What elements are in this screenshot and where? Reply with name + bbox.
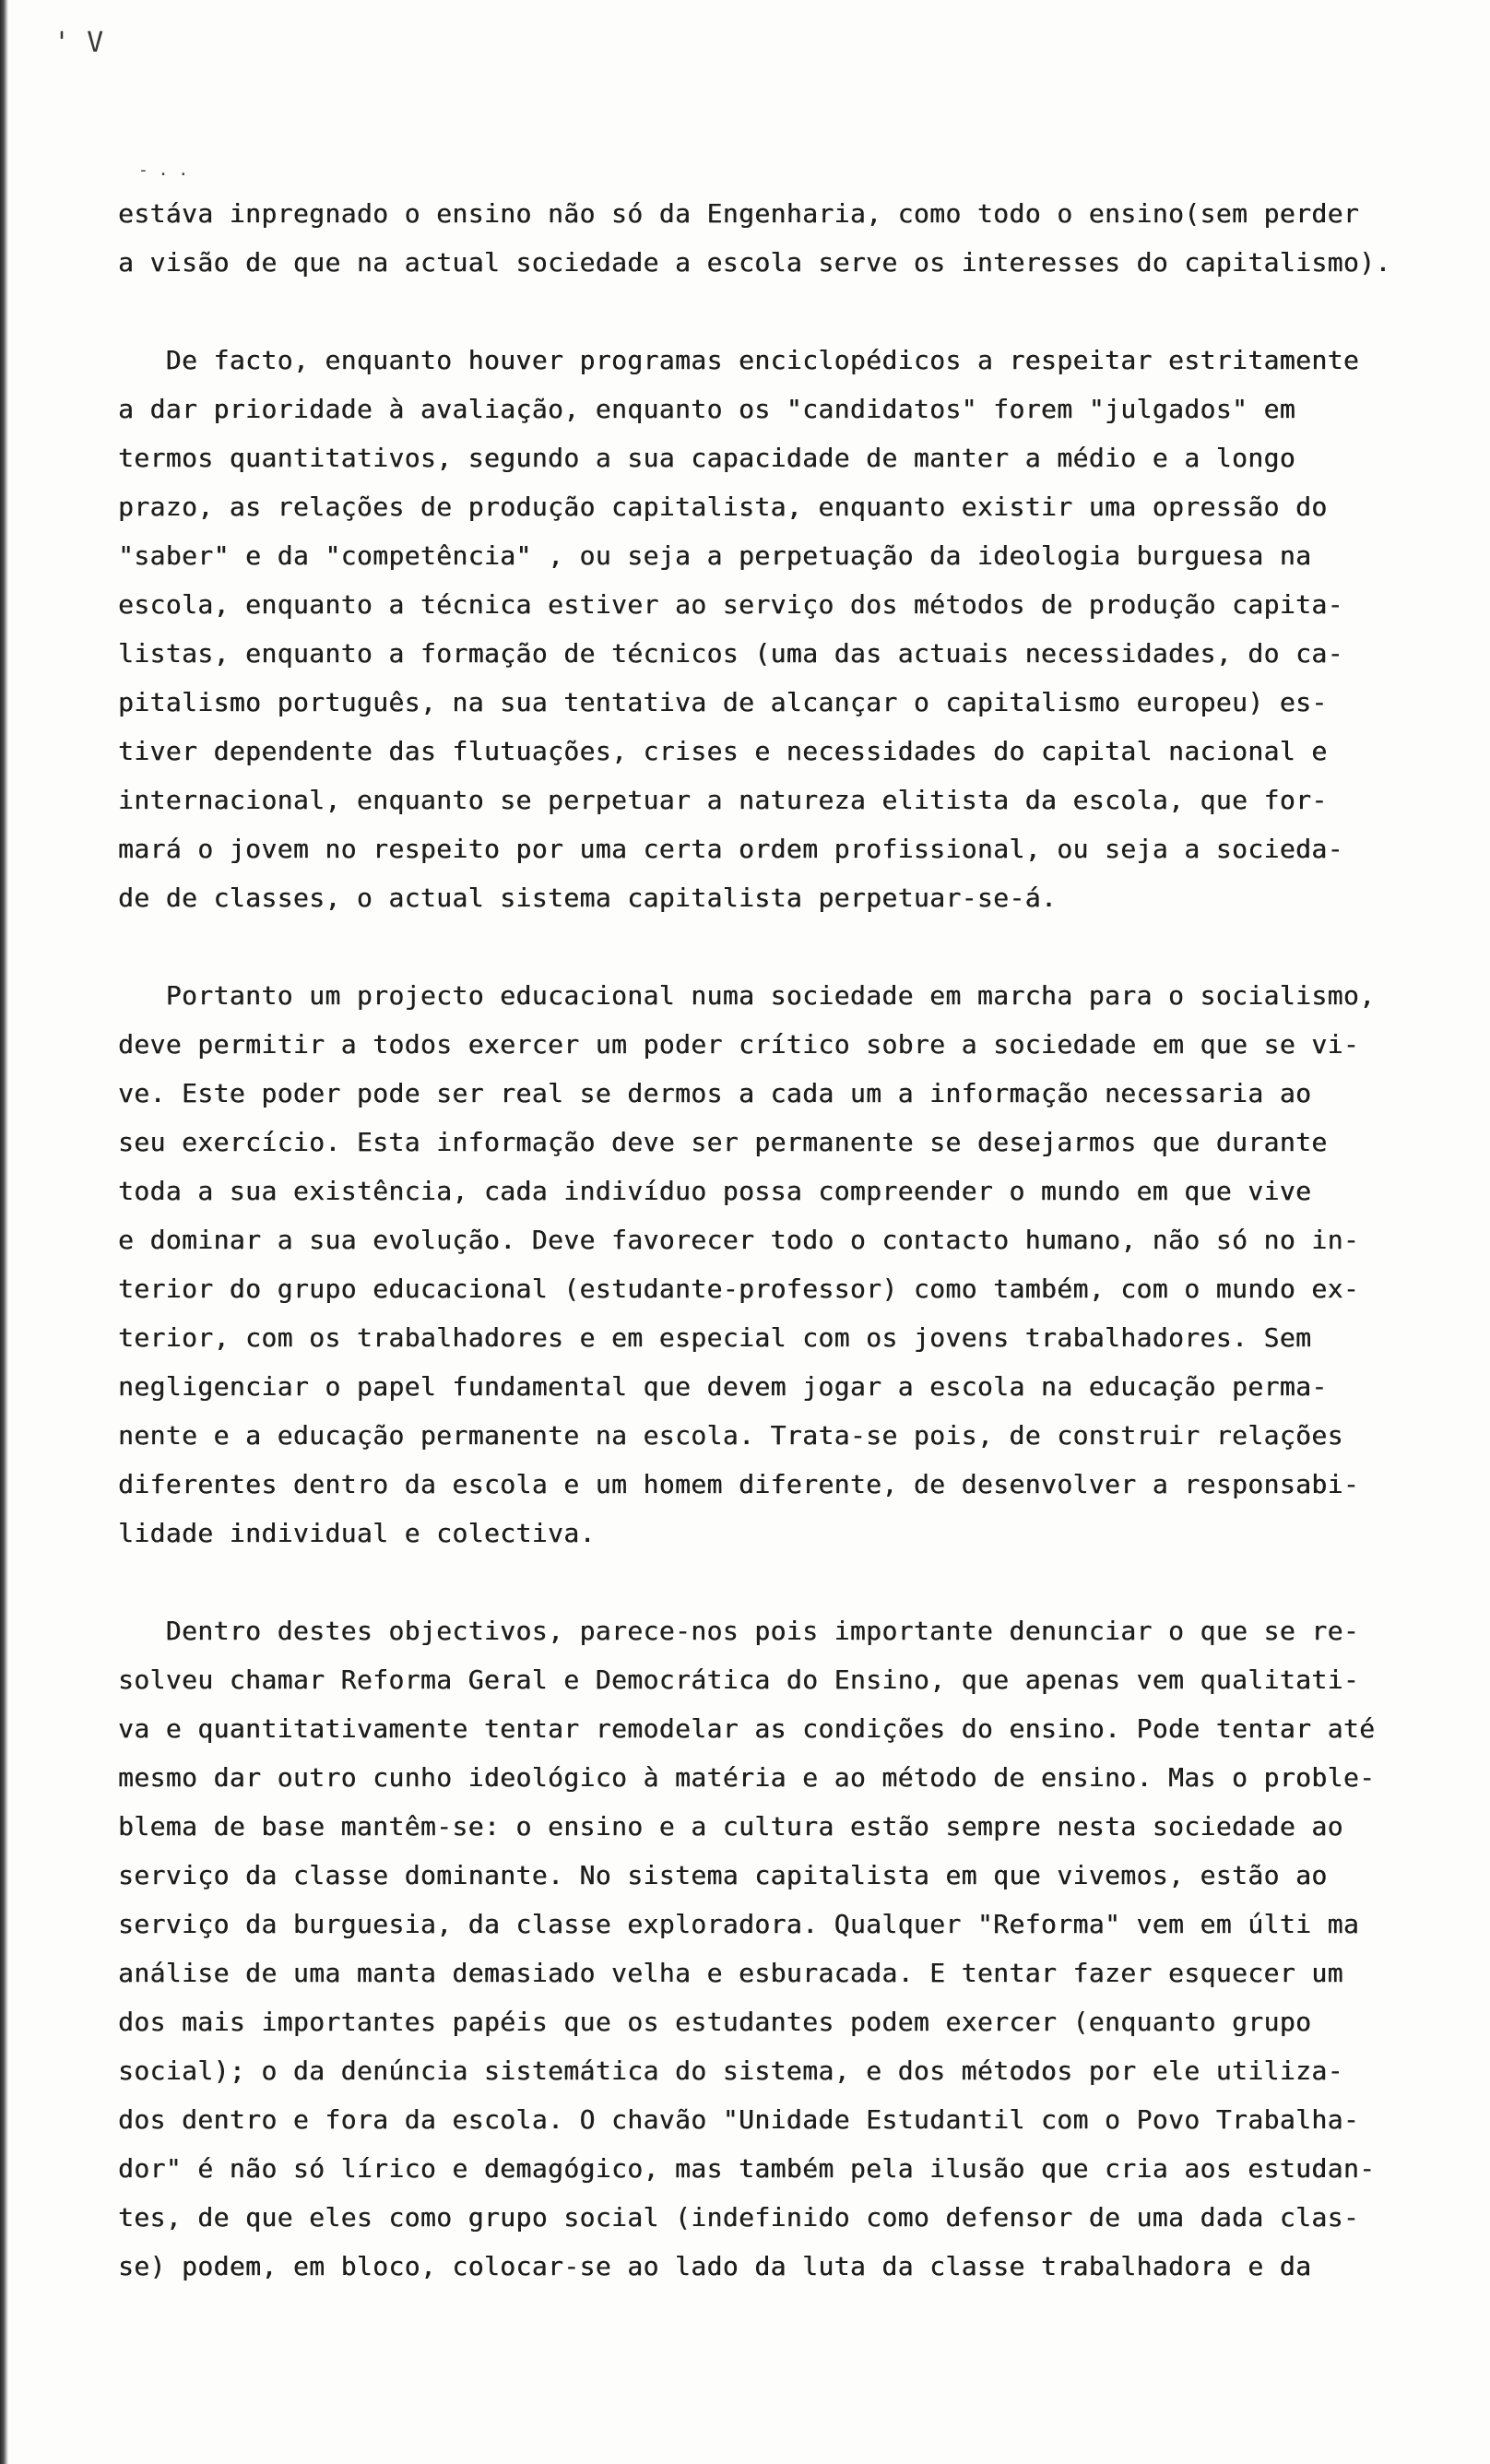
text-line: escola, enquanto a técnica estiver ao serviço dos métodos de produção capita- [118,589,1343,620]
text-line: lidade individual e colectiva. [118,1518,596,1548]
text-line: mesmo dar outro cunho ideológico à matéria e ao método de ensino. Mas o proble- [118,1762,1376,1793]
text-line: prazo, as relações de produção capitalista, enquanto existir uma opressão do [118,492,1328,522]
text-line: e dominar a sua evolução. Deve favorecer todo o contacto humano, não só no in- [118,1225,1360,1255]
text-line: social); o da denúncia sistemática do sistema, e dos métodos por ele utiliza- [118,2055,1343,2086]
text-line: serviço da burguesia, da classe exploradora. Qualquer "Reforma" vem em últi ma [118,1909,1360,1939]
text-line: dos dentro e fora da escola. O chavão "Unidade Estudantil com o Povo Trabalha- [118,2104,1360,2135]
text-line: tes, de que eles como grupo social (indefinido como defensor de uma dada clas- [118,2202,1360,2233]
text-line: a visão de que na actual sociedade a escola serve os interesses do capitalismo). [118,247,1391,278]
text-line: listas, enquanto a formação de técnicos (uma das actuais necessidades, do ca- [118,638,1343,669]
paragraph-2 [118,336,1464,922]
text-line: se) podem, em bloco, colocar-se ao lado da luta da classe trabalhadora e da [118,2251,1312,2281]
paragraph-1 [118,189,1464,287]
text-line: mará o jovem no respeito por uma certa ordem profissional, ou seja a socieda- [118,834,1343,864]
text-line: diferentes dentro da escola e um homem diferente, de desenvolver a responsabi- [118,1469,1360,1499]
text-line: dor" é não só lírico e demagógico, mas também pela ilusão que cria aos estudan- [118,2153,1376,2184]
text-line: seu exercício. Esta informação deve ser permanente se desejarmos que durante [118,1127,1328,1157]
scan-left-edge [0,0,8,2464]
text-line: a dar prioridade à avaliação, enquanto os "candidatos" forem "julgados" em [118,394,1296,424]
text-line: análise de uma manta demasiado velha e esburacada. E tentar fazer esquecer um [118,1958,1343,1988]
text-line: internacional, enquanto se perpetuar a natureza elitista da escola, que for- [118,785,1328,815]
text-line: va e quantitativamente tentar remodelar as condições do ensino. Pode tentar até [118,1713,1376,1744]
text-line: Portanto um projecto educacional numa sociedade em marcha para o socialismo, [118,980,1376,1011]
text-line: termos quantitativos, segundo a sua capacidade de manter a médio e a longo [118,443,1296,473]
text-line: ve. Este poder pode ser real se dermos a cada um a informação necessaria ao [118,1078,1312,1108]
document-body [118,189,1464,2291]
text-line: blema de base mantêm-se: o ensino e a cultura estão sempre nesta sociedade ao [118,1811,1343,1842]
text-line: tiver dependente das flutuações, crises e necessidades do capital nacional e [118,736,1328,766]
text-line: pitalismo português, na sua tentativa de alcançar o capitalismo europeu) es- [118,687,1328,717]
paragraph-3 [118,971,1464,1558]
text-line: De facto, enquanto houver programas enciclopédicos a respeitar estritamente [118,345,1360,375]
text-line: Dentro destes objectivos, parece-nos pois importante denunciar o que se re- [118,1616,1360,1646]
text-line: solveu chamar Reforma Geral e Democrática do Ensino, que apenas vem qualitati- [118,1664,1360,1695]
margin-mark: ' V [53,27,104,59]
paragraph-4 [118,1606,1464,2291]
text-line: negligenciar o papel fundamental que devem jogar a escola na educação perma- [118,1371,1328,1402]
text-line: "saber" e da "competência" , ou seja a perpetuação da ideologia burguesa na [118,540,1312,571]
text-line: serviço da classe dominante. No sistema capitalista em que vivemos, estão ao [118,1860,1328,1890]
text-line: deve permitir a todos exercer um poder crítico sobre a sociedade em que se vi- [118,1029,1360,1060]
margin-mark: - . . [138,160,189,180]
text-line: de de classes, o actual sistema capitalista perpetuar-se-á. [118,883,1058,913]
text-line: nente e a educação permanente na escola. Trata-se pois, de construir relações [118,1420,1343,1451]
text-line: dos mais importantes papéis que os estudantes podem exercer (enquanto grupo [118,2007,1312,2037]
text-line: estáva inpregnado o ensino não só da Engenharia, como todo o ensino(sem perder [118,198,1360,229]
text-line: terior, com os trabalhadores e em especial com os jovens trabalhadores. Sem [118,1322,1312,1353]
text-line: terior do grupo educacional (estudante-professor) como também, com o mundo ex- [118,1273,1360,1304]
text-line: toda a sua existência, cada indivíduo possa compreender o mundo em que vive [118,1176,1312,1206]
